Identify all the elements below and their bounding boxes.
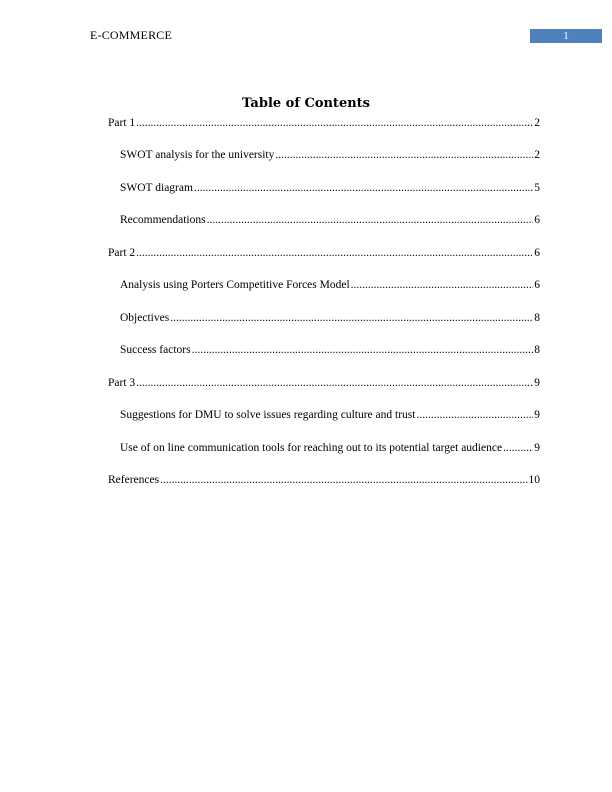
- dot-leader: [194, 180, 533, 196]
- toc-entry-label: SWOT analysis for the university: [120, 149, 275, 161]
- toc-title: Table of Contents: [242, 96, 370, 111]
- toc-entry-dmu-suggestions[interactable]: [120, 407, 540, 423]
- dot-leader: [207, 212, 534, 228]
- dot-leader: [136, 115, 533, 131]
- toc-entry-part-3[interactable]: [108, 375, 540, 391]
- toc-entry-page: 9: [534, 442, 540, 454]
- page-number-badge: 1: [530, 29, 602, 43]
- toc-entry-references[interactable]: [108, 472, 540, 488]
- toc-entry-label: Use of on line communication tools for reaching out to its potential target audience: [120, 442, 503, 454]
- dot-leader: [503, 440, 533, 456]
- toc-entry-label: Analysis using Porters Competitive Forces Model: [120, 279, 350, 291]
- toc-entry-part-1[interactable]: [108, 115, 540, 131]
- dot-leader: [192, 342, 534, 358]
- dot-leader: [416, 407, 533, 423]
- toc-entry-page: 5: [534, 182, 540, 194]
- toc-entry-online-communication[interactable]: [120, 440, 540, 456]
- toc-entry-porters-analysis[interactable]: [120, 277, 540, 293]
- toc-entry-label: Recommendations: [120, 214, 206, 226]
- toc-entry-label: Objectives: [120, 312, 170, 324]
- toc-entry-label: Part 2: [108, 247, 136, 259]
- toc-entry-objectives[interactable]: [120, 310, 540, 326]
- toc-entry-success-factors[interactable]: [120, 342, 540, 358]
- toc-entry-page: 9: [534, 409, 540, 421]
- dot-leader: [351, 277, 534, 293]
- toc-entry-page: 6: [534, 247, 540, 259]
- toc-entry-recommendations[interactable]: [120, 212, 540, 228]
- toc-entry-page: 2: [534, 149, 540, 161]
- toc-entry-page: 9: [534, 377, 540, 389]
- dot-leader: [170, 310, 533, 326]
- dot-leader: [136, 245, 533, 261]
- toc-entry-swot-analysis[interactable]: [120, 147, 540, 163]
- toc-entry-label: SWOT diagram: [120, 182, 193, 194]
- dot-leader: [160, 472, 527, 488]
- toc-entry-page: 8: [534, 312, 540, 324]
- toc-entry-page: 10: [528, 474, 540, 486]
- toc-entry-label: Part 3: [108, 377, 136, 389]
- toc-entry-label: Suggestions for DMU to solve issues regarding culture and trust: [120, 409, 416, 421]
- header-title: E-COMMERCE: [90, 28, 173, 42]
- toc-entry-page: 8: [534, 344, 540, 356]
- dot-leader: [275, 147, 533, 163]
- toc-entry-part-2[interactable]: [108, 245, 540, 261]
- toc-entry-page: 2: [534, 117, 540, 129]
- toc-entry-page: 6: [534, 214, 540, 226]
- dot-leader: [136, 375, 533, 391]
- toc-entry-label: Success factors: [120, 344, 191, 356]
- toc-entry-label: References: [108, 474, 160, 486]
- toc-entry-page: 6: [534, 279, 540, 291]
- toc-entry-label: Part 1: [108, 117, 136, 129]
- toc-entry-swot-diagram[interactable]: [120, 180, 540, 196]
